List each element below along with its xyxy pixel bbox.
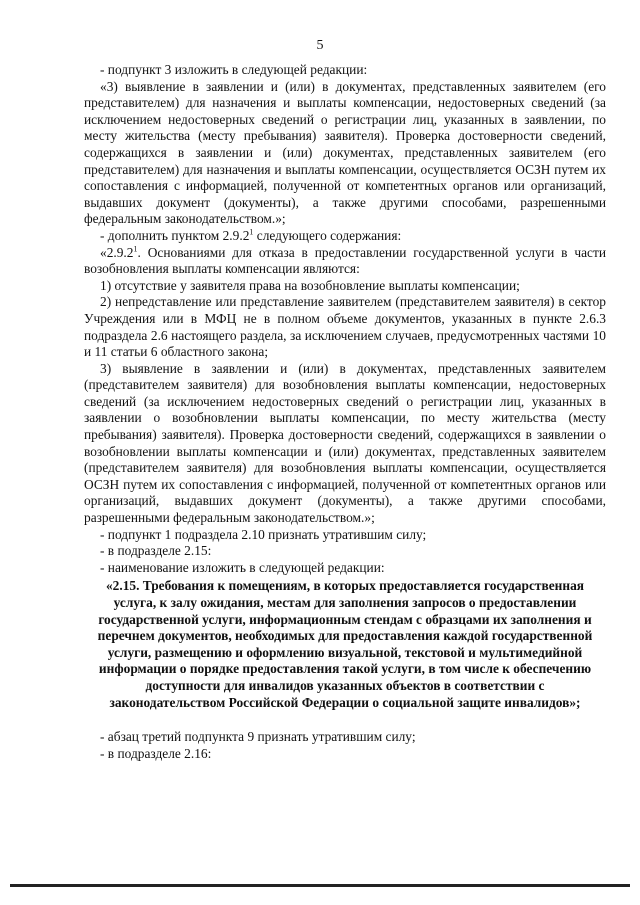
paragraph: 2) непредставление или представление заявителем (представителем заявителя) в сектор Учреждения или в МФЦ не в полном объеме документов, указанных в пункте 2.6.3 подраздела 2.6 настоящего раздела, за исключением случаев, предусмотренных частями 10 и 11 статьи 6 областного закона; [84, 294, 606, 360]
superscript: 1 [249, 227, 254, 237]
paragraph: - в подразделе 2.15: [100, 543, 212, 559]
paragraph [84, 245, 606, 278]
paragraph-text: следующего содержания: [253, 227, 402, 243]
document-body [84, 62, 606, 762]
superscript: 1 [133, 244, 138, 254]
paragraph: - наименование изложить в следующей редакции: [100, 559, 385, 575]
paragraph-text: . Основаниями для отказа в предоставлении государственной услуги в части возобновления выплаты компенсации являются: [84, 244, 606, 277]
paragraph: 1) отсутствие у заявителя права на возобновление выплаты компенсации; [100, 277, 520, 293]
paragraph: «3) выявление в заявлении и (или) в документах, представленных заявителем (его представителем) для назначения и выплаты компенсации, недостоверных сведений (за исключением недостоверных сведений о регистрации лиц, указанных в заявлении, по месту жительства (месту пребывания) заявителя). Проверка достоверности сведений, содержащихся в заявлении и (или) документах, представленных заявителем (его представителем) для назначения и выплаты компенсации, осуществляется ОСЗН путем их сопоставления с информацией, полученной от компетентных органов или организаций, выдавших документ (документы), а также другими способами, разрешенными федеральным законодательством.»; [84, 78, 606, 227]
paragraph: 3) выявление в заявлении и (или) в документах, представленных заявителем (представителем заявителя) для возобновления выплаты компенсации, недостоверных сведений (за исключением недостоверных сведений о регистрации лиц, указанных в заявлении о возобновлении выплаты компенсации, по месту жительства (месту пребывания) заявителя). Проверка достоверности сведений, содержащихся в заявлении о возобновлении выплаты компенсации и (или) документах, представленных заявителем (представителем заявителя) для возобновления выплаты компенсации, осуществляется ОСЗН путем их сопоставления с информацией, полученной от компетентных органов или организаций, выдавших документ (документы), а также другими способами, разрешенными федеральным законодательством.»; [84, 360, 606, 526]
paragraph: - подпункт 1 подраздела 2.10 признать утратившим силу; [100, 526, 427, 542]
section-heading: «2.15. Требования к помещениям, в которых предоставляется государственная услуга, к залу ожидания, местам для заполнения запросов о предоставлении государственной услуги, информационным стендам с образцами их заполнения и перечнем документов, необходимых для предоставления каждой государственной услуги, размещению и оформлению визуальной, текстовой и мультимедийной информации о порядке предоставления такой услуги, в том числе к обеспечению доступности для инвалидов указанных объектов в соответствии с законодательством Российской Федерации о социальной защите инвалидов»; [97, 578, 593, 710]
paragraph [84, 228, 606, 245]
paragraph-text: - дополнить пунктом 2.9.2 [100, 227, 250, 243]
paragraph: - в подразделе 2.16: [100, 745, 212, 761]
bottom-rule [10, 884, 630, 887]
paragraph: - подпункт 3 изложить в следующей редакции: [100, 62, 368, 77]
paragraph: - абзац третий подпункта 9 признать утратившим силу; [100, 729, 416, 745]
paragraph-text: «2.9.2 [100, 244, 134, 260]
page-number: 5 [316, 38, 324, 53]
